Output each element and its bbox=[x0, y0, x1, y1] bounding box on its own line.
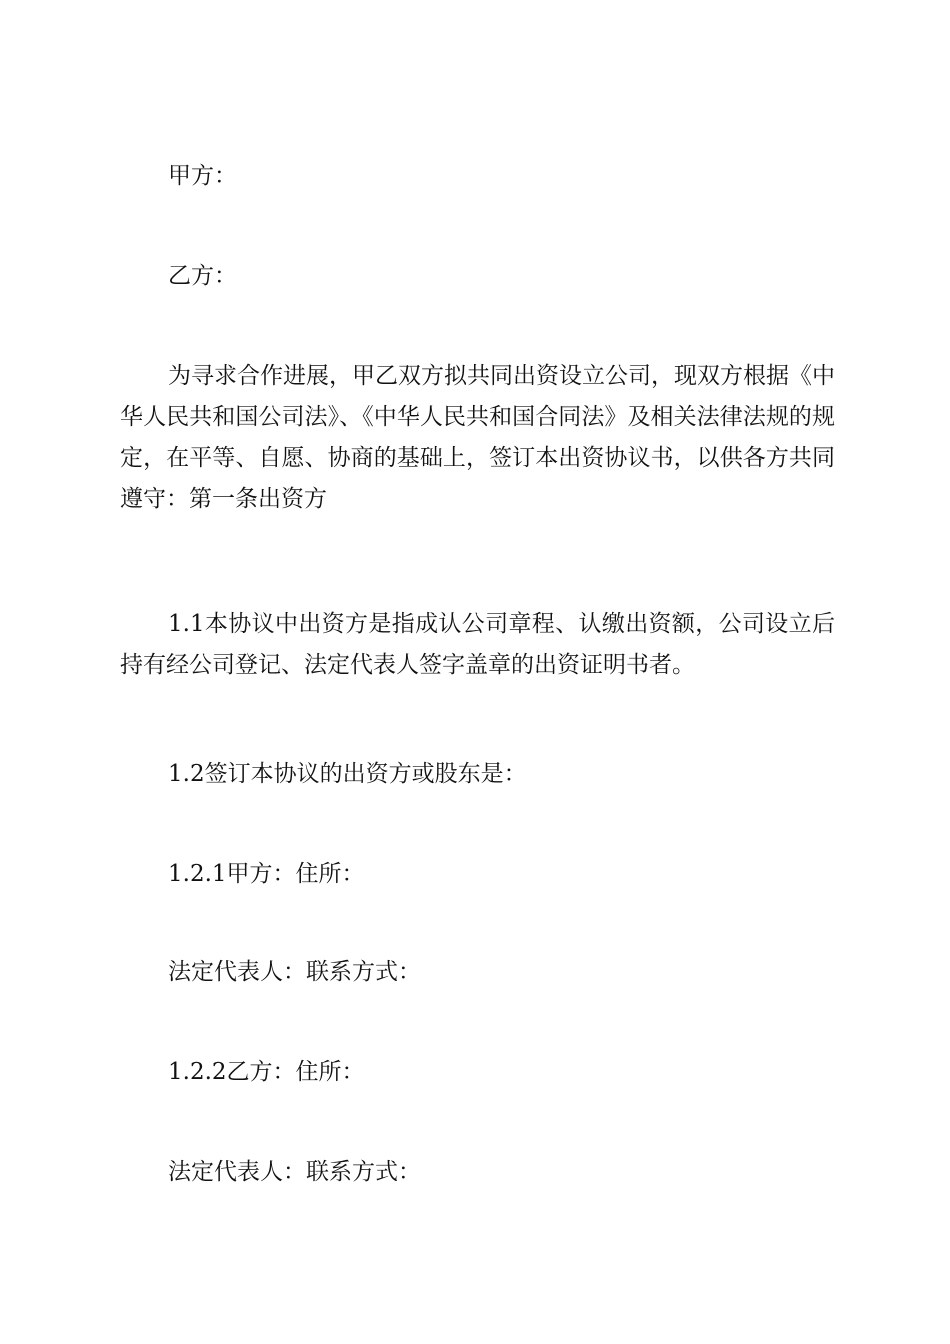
representative-contact-line-1: 法定代表人：联系方式： bbox=[168, 959, 421, 985]
clause-1-2: 1.2签订本协议的出资方或股东是： bbox=[168, 761, 527, 787]
clause-1-2-2: 1.2.2乙方：住所： bbox=[168, 1059, 365, 1085]
intro-paragraph: 为寻求合作进展，甲乙双方拟共同出资设立公司，现双方根据《中华人民共和国公司法》、《中华人民共和国合同法》及相关法律法规的规定，在平等、自愿、协商的基础上，签订本出资协议书，以供各方共同遵守：第一条出资方 bbox=[120, 363, 835, 512]
clause-1-1: 1.1本协议中出资方是指成认公司章程、认缴出资额，公司设立后持有经公司登记、法定代表人签字盖章的出资证明书者。 bbox=[120, 611, 835, 678]
clause-1-2-1: 1.2.1甲方：住所： bbox=[168, 861, 365, 887]
representative-contact-line-2: 法定代表人：联系方式： bbox=[168, 1159, 421, 1185]
party-b-label: 乙方： bbox=[168, 263, 237, 289]
party-a-label: 甲方： bbox=[168, 163, 237, 189]
